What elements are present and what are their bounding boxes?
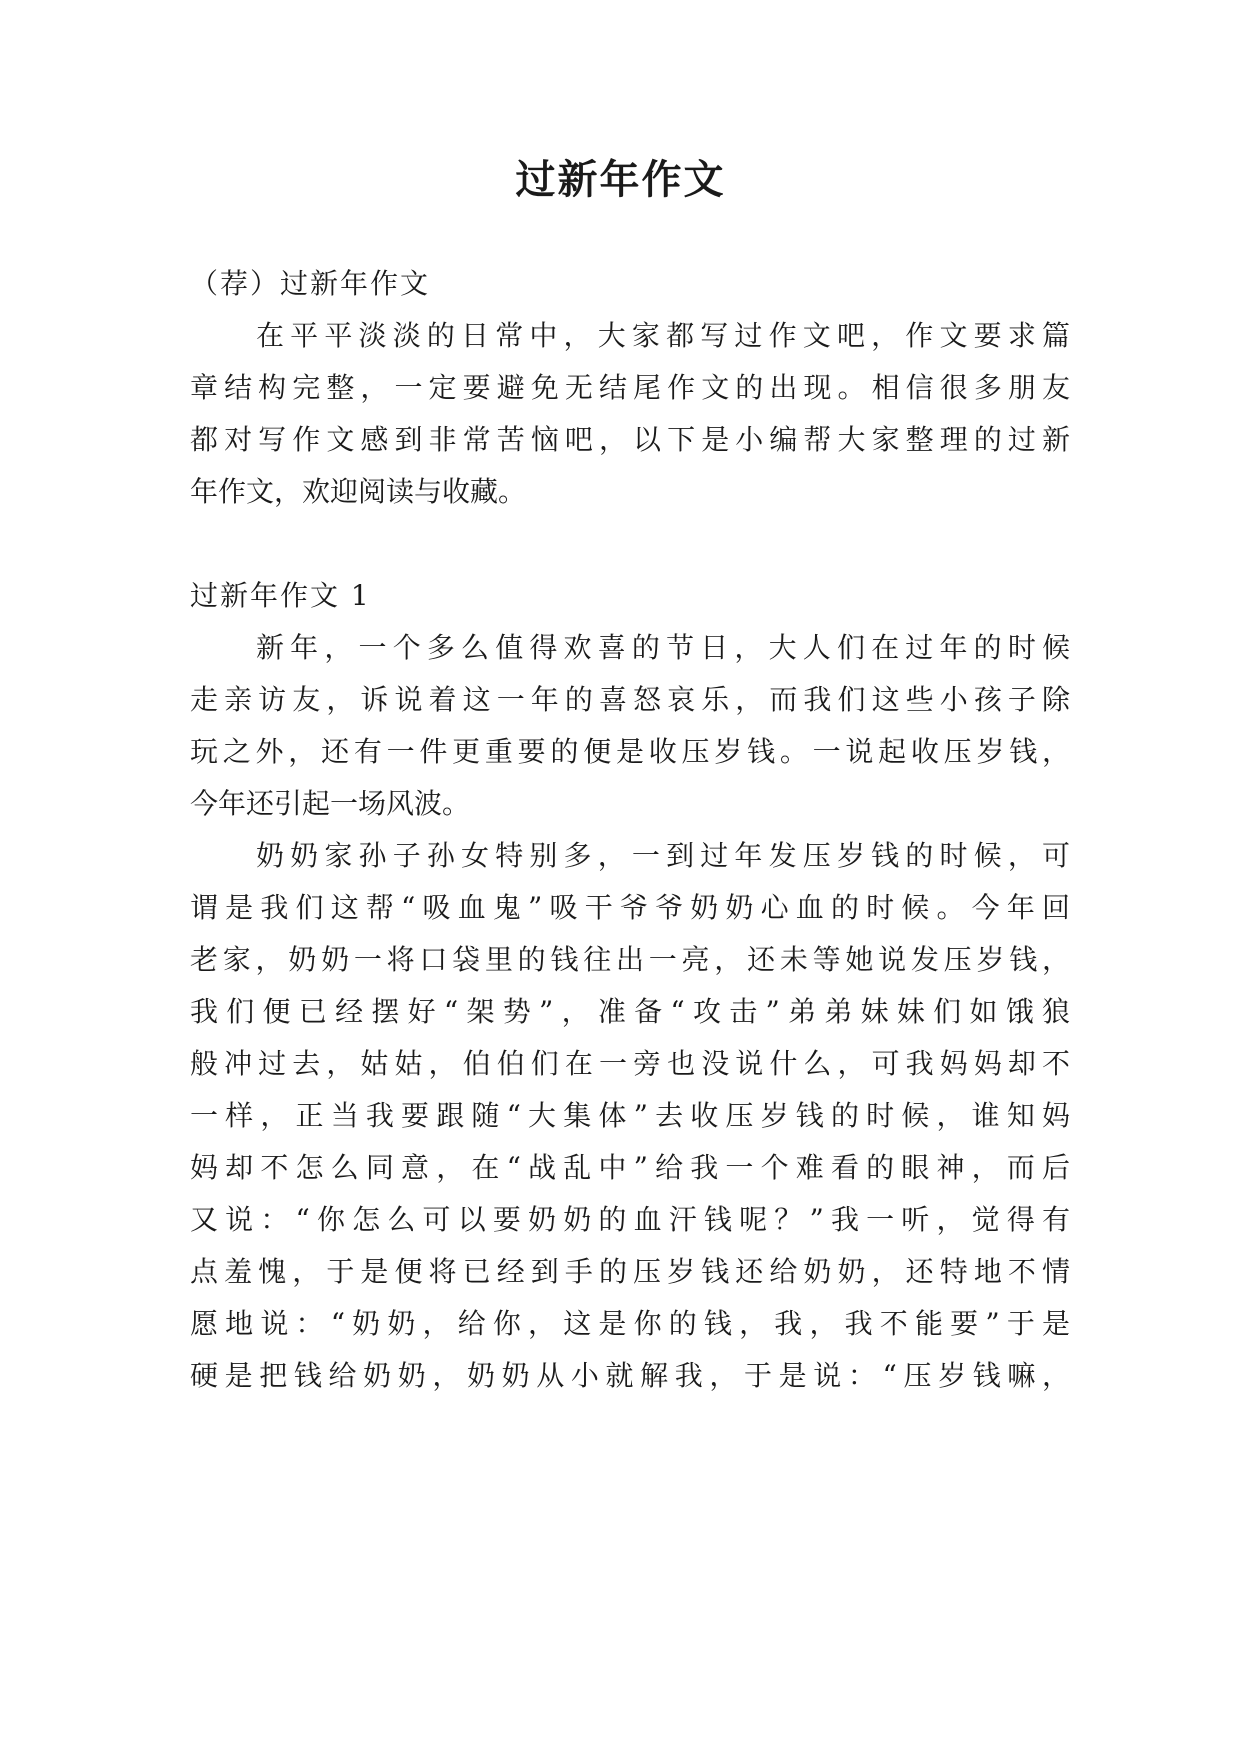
paragraph-line: 妈却不怎么同意，在“战乱中”给我一个难看的眼神，而后 (190, 1151, 1070, 1184)
paragraph-line: 硬是把钱给奶奶，奶奶从小就解我，于是说：“压岁钱嘛， (190, 1359, 1070, 1392)
paragraph-line: 般冲过去，姑姑，伯伯们在一旁也没说什么，可我妈妈却不 (190, 1047, 1070, 1080)
paragraph-line: 章结构完整，一定要避免无结尾作文的出现。相信很多朋友 (190, 371, 1070, 404)
paragraph-line: 点羞愧，于是便将已经到手的压岁钱还给奶奶，还特地不情 (190, 1255, 1070, 1288)
section-heading: 过新年作文 1 (190, 579, 371, 612)
paragraph-line: 谓是我们这帮“吸血鬼”吸干爷爷奶奶心血的时候。今年回 (190, 891, 1070, 924)
paragraph-line: 今年还引起一场风波。 (190, 787, 471, 820)
paragraph-line: 愿地说：“奶奶，给你，这是你的钱，我，我不能要”于是 (190, 1307, 1070, 1340)
paragraph-line: 又说：“你怎么可以要奶奶的血汗钱呢？”我一听，觉得有 (190, 1203, 1070, 1236)
paragraph-line: 年作文，欢迎阅读与收藏。 (190, 475, 527, 508)
paragraph-line: 都对写作文感到非常苦恼吧，以下是小编帮大家整理的过新 (190, 423, 1070, 456)
paragraph-line: 玩之外，还有一件更重要的便是收压岁钱。一说起收压岁钱， (190, 735, 1070, 768)
paragraph-line: 在平平淡淡的日常中，大家都写过作文吧，作文要求篇 (256, 319, 1070, 352)
paragraph-line: 我们便已经摆好“架势”，准备“攻击”弟弟妹妹们如饿狼 (190, 995, 1070, 1028)
paragraph-line: 新年，一个多么值得欢喜的节日，大人们在过年的时候 (256, 631, 1070, 664)
paragraph-line: 走亲访友，诉说着这一年的喜怒哀乐，而我们这些小孩子除 (190, 683, 1070, 716)
paragraph-line: 老家，奶奶一将口袋里的钱往出一亮，还未等她说发压岁钱， (190, 943, 1070, 976)
document-subtitle: （荐）过新年作文 (190, 267, 431, 300)
document-title: 过新年作文 (515, 156, 726, 203)
paragraph-line: 奶奶家孙子孙女特别多，一到过年发压岁钱的时候，可 (256, 839, 1070, 872)
paragraph-line: 一样，正当我要跟随“大集体”去收压岁钱的时候，谁知妈 (190, 1099, 1070, 1132)
